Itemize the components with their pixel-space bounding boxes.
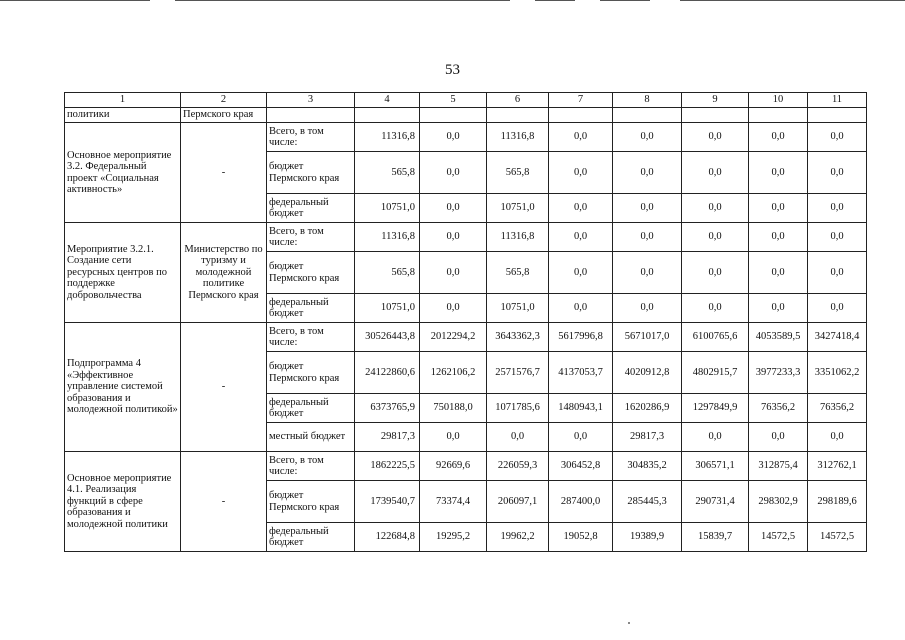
value-cell: 5617996,8 <box>549 323 613 352</box>
value-cell: 0,0 <box>549 194 613 223</box>
table-row <box>65 452 867 481</box>
value-cell: 0,0 <box>487 423 549 452</box>
empty-cell <box>267 108 355 123</box>
value-cell: 10751,0 <box>355 294 420 323</box>
scan-top-edge <box>0 0 150 1</box>
value-cell: 2571576,7 <box>487 352 549 394</box>
value-cell: 0,0 <box>808 423 867 452</box>
section-name: Основное мероприятие 4.1. Реализация функций в сфере образования и молодежной политики <box>65 452 181 552</box>
value-cell: 3643362,3 <box>487 323 549 352</box>
scan-top-edge <box>535 0 575 1</box>
column-header: 2 <box>181 93 267 108</box>
value-cell: 0,0 <box>549 423 613 452</box>
value-cell: 122684,8 <box>355 523 420 552</box>
value-cell: 1297849,9 <box>682 394 749 423</box>
column-header: 7 <box>549 93 613 108</box>
value-cell: 4802915,7 <box>682 352 749 394</box>
funding-source: Всего, в том числе: <box>267 323 355 352</box>
empty-cell <box>749 108 808 123</box>
value-cell: 298189,6 <box>808 481 867 523</box>
value-cell: 30526443,8 <box>355 323 420 352</box>
value-cell: 306571,1 <box>682 452 749 481</box>
value-cell: 0,0 <box>808 152 867 194</box>
value-cell: 29817,3 <box>613 423 682 452</box>
value-cell: 0,0 <box>682 194 749 223</box>
value-cell: 11316,8 <box>355 223 420 252</box>
value-cell: 1862225,5 <box>355 452 420 481</box>
value-cell: 73374,4 <box>420 481 487 523</box>
value-cell: 10751,0 <box>487 294 549 323</box>
empty-cell <box>355 108 420 123</box>
funding-source: федеральный бюджет <box>267 394 355 423</box>
value-cell: 11316,8 <box>355 123 420 152</box>
value-cell: 0,0 <box>420 294 487 323</box>
value-cell: 0,0 <box>808 194 867 223</box>
value-cell: 10751,0 <box>487 194 549 223</box>
section-name: Мероприятие 3.2.1. Создание сети ресурсных центров по поддержке добровольчества <box>65 223 181 323</box>
value-cell: 19962,2 <box>487 523 549 552</box>
value-cell: 304835,2 <box>613 452 682 481</box>
value-cell: 287400,0 <box>549 481 613 523</box>
value-cell: 2012294,2 <box>420 323 487 352</box>
value-cell: 0,0 <box>808 294 867 323</box>
value-cell: 565,8 <box>487 252 549 294</box>
empty-cell <box>808 108 867 123</box>
value-cell: 750188,0 <box>420 394 487 423</box>
value-cell: 0,0 <box>420 194 487 223</box>
column-header: 6 <box>487 93 549 108</box>
column-header: 4 <box>355 93 420 108</box>
value-cell: 5671017,0 <box>613 323 682 352</box>
value-cell: 0,0 <box>682 294 749 323</box>
value-cell: 1071785,6 <box>487 394 549 423</box>
table-row <box>65 123 867 152</box>
value-cell: 0,0 <box>420 423 487 452</box>
value-cell: 0,0 <box>613 123 682 152</box>
value-cell: 24122860,6 <box>355 352 420 394</box>
value-cell: 1262106,2 <box>420 352 487 394</box>
value-cell: 1739540,7 <box>355 481 420 523</box>
value-cell: 0,0 <box>749 252 808 294</box>
section-name: Подпрограмма 4 «Эффективное управление системой образования и молодежной политикой» <box>65 323 181 452</box>
funding-source: федеральный бюджет <box>267 523 355 552</box>
section-executor: Министерство по туризму и молодежной политике Пермского края <box>181 223 267 323</box>
value-cell: 3351062,2 <box>808 352 867 394</box>
value-cell: 0,0 <box>749 194 808 223</box>
value-cell: 4020912,8 <box>613 352 682 394</box>
value-cell: 206097,1 <box>487 481 549 523</box>
value-cell: 298302,9 <box>749 481 808 523</box>
value-cell: 0,0 <box>613 252 682 294</box>
value-cell: 565,8 <box>355 152 420 194</box>
scan-top-edge <box>680 0 905 1</box>
value-cell: 0,0 <box>682 123 749 152</box>
funding-source: бюджет Пермского края <box>267 352 355 394</box>
funding-source: Всего, в том числе: <box>267 452 355 481</box>
value-cell: 29817,3 <box>355 423 420 452</box>
column-number-row <box>65 93 867 108</box>
value-cell: 0,0 <box>549 294 613 323</box>
value-cell: 0,0 <box>549 252 613 294</box>
value-cell: 565,8 <box>487 152 549 194</box>
empty-cell <box>682 108 749 123</box>
value-cell: 0,0 <box>613 294 682 323</box>
value-cell: 19389,9 <box>613 523 682 552</box>
value-cell: 0,0 <box>613 152 682 194</box>
value-cell: 92669,6 <box>420 452 487 481</box>
funding-source: Всего, в том числе: <box>267 223 355 252</box>
value-cell: 285445,3 <box>613 481 682 523</box>
table-body <box>65 108 867 552</box>
value-cell: 312875,4 <box>749 452 808 481</box>
value-cell: 15839,7 <box>682 523 749 552</box>
section-executor: - <box>181 323 267 452</box>
value-cell: 0,0 <box>749 294 808 323</box>
value-cell: 0,0 <box>749 152 808 194</box>
value-cell: 0,0 <box>808 123 867 152</box>
funding-source: федеральный бюджет <box>267 294 355 323</box>
value-cell: 565,8 <box>355 252 420 294</box>
value-cell: 11316,8 <box>487 223 549 252</box>
continuation-row <box>65 108 867 123</box>
value-cell: 19295,2 <box>420 523 487 552</box>
value-cell: 0,0 <box>613 194 682 223</box>
table-row <box>65 223 867 252</box>
value-cell: 1480943,1 <box>549 394 613 423</box>
value-cell: 4053589,5 <box>749 323 808 352</box>
value-cell: 3977233,3 <box>749 352 808 394</box>
value-cell: 312762,1 <box>808 452 867 481</box>
value-cell: 0,0 <box>613 223 682 252</box>
value-cell: 0,0 <box>749 223 808 252</box>
value-cell: 0,0 <box>808 252 867 294</box>
value-cell: 290731,4 <box>682 481 749 523</box>
budget-table <box>64 92 867 552</box>
funding-source: бюджет Пермского края <box>267 481 355 523</box>
value-cell: 0,0 <box>420 252 487 294</box>
value-cell: 0,0 <box>749 423 808 452</box>
value-cell: 0,0 <box>420 223 487 252</box>
funding-source: Всего, в том числе: <box>267 123 355 152</box>
column-header: 9 <box>682 93 749 108</box>
funding-source: бюджет Пермского края <box>267 152 355 194</box>
empty-cell <box>487 108 549 123</box>
continuation-text: Пермского края <box>181 108 267 123</box>
scan-speck <box>628 622 630 624</box>
value-cell: 6100765,6 <box>682 323 749 352</box>
column-header: 8 <box>613 93 682 108</box>
column-header: 11 <box>808 93 867 108</box>
value-cell: 0,0 <box>682 252 749 294</box>
value-cell: 0,0 <box>682 223 749 252</box>
empty-cell <box>420 108 487 123</box>
scan-top-edge <box>175 0 510 1</box>
value-cell: 0,0 <box>549 152 613 194</box>
table-row <box>65 323 867 352</box>
section-name: Основное мероприятие 3.2. Федеральный проект «Социальная активность» <box>65 123 181 223</box>
value-cell: 76356,2 <box>749 394 808 423</box>
value-cell: 0,0 <box>808 223 867 252</box>
value-cell: 226059,3 <box>487 452 549 481</box>
value-cell: 6373765,9 <box>355 394 420 423</box>
value-cell: 0,0 <box>549 223 613 252</box>
value-cell: 3427418,4 <box>808 323 867 352</box>
funding-source: бюджет Пермского края <box>267 252 355 294</box>
column-header: 1 <box>65 93 181 108</box>
value-cell: 14572,5 <box>808 523 867 552</box>
column-header: 3 <box>267 93 355 108</box>
value-cell: 0,0 <box>682 152 749 194</box>
section-executor: - <box>181 452 267 552</box>
funding-source: федеральный бюджет <box>267 194 355 223</box>
section-executor: - <box>181 123 267 223</box>
value-cell: 4137053,7 <box>549 352 613 394</box>
page-number: 53 <box>445 62 460 78</box>
value-cell: 0,0 <box>420 152 487 194</box>
value-cell: 0,0 <box>749 123 808 152</box>
value-cell: 76356,2 <box>808 394 867 423</box>
value-cell: 0,0 <box>420 123 487 152</box>
column-header: 10 <box>749 93 808 108</box>
funding-source: местный бюджет <box>267 423 355 452</box>
continuation-text: политики <box>65 108 181 123</box>
empty-cell <box>549 108 613 123</box>
value-cell: 0,0 <box>682 423 749 452</box>
empty-cell <box>613 108 682 123</box>
value-cell: 0,0 <box>549 123 613 152</box>
value-cell: 10751,0 <box>355 194 420 223</box>
value-cell: 19052,8 <box>549 523 613 552</box>
column-header: 5 <box>420 93 487 108</box>
scan-top-edge <box>600 0 650 1</box>
value-cell: 11316,8 <box>487 123 549 152</box>
value-cell: 306452,8 <box>549 452 613 481</box>
value-cell: 1620286,9 <box>613 394 682 423</box>
value-cell: 14572,5 <box>749 523 808 552</box>
